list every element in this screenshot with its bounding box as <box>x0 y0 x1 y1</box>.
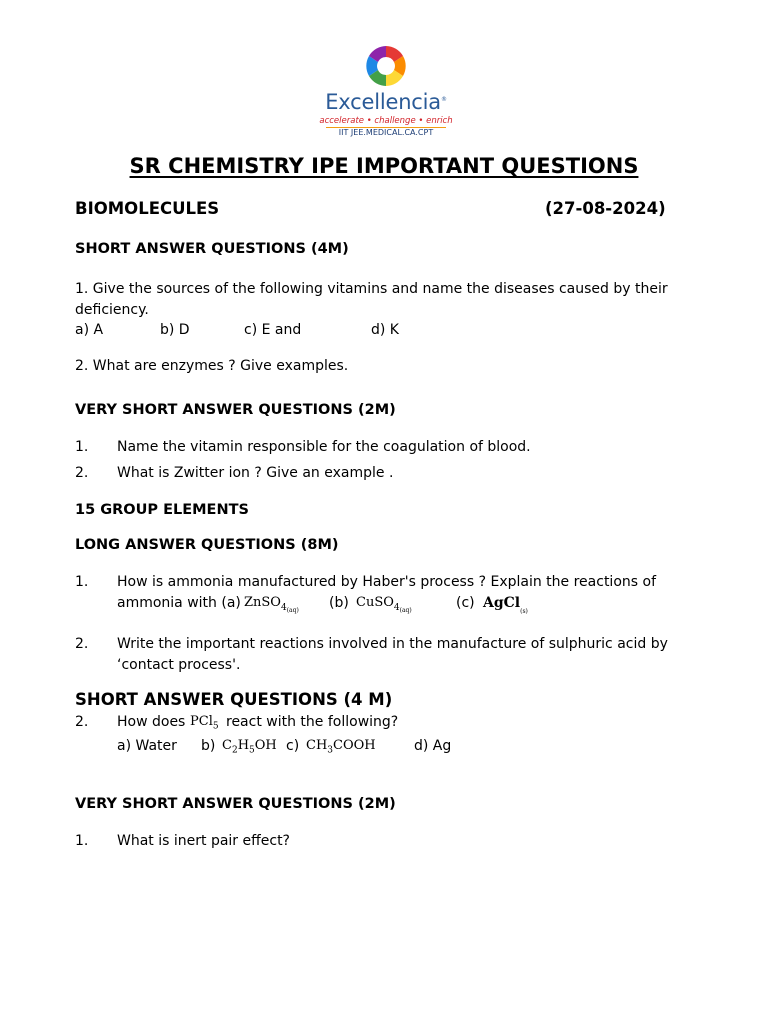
saq-2-option-b: b) <box>201 738 216 754</box>
vsaq-heading-biomolecules: VERY SHORT ANSWER QUESTIONS (2M) <box>75 402 396 418</box>
logo-subline: IIT JEE.MEDICAL.CA.CPT <box>338 128 434 137</box>
laq-2-line-1: Write the important reactions involved in the manufacture of sulphuric acid by <box>117 636 668 652</box>
saq-2-prefix: How does <box>117 714 186 730</box>
section-heading-15-group: 15 GROUP ELEMENTS <box>75 502 249 518</box>
question-1-line-2: deficiency. <box>75 302 149 318</box>
logo-tagline: accelerate • challenge • enrich <box>319 116 453 126</box>
saq-2-suffix: react with the following? <box>226 714 399 730</box>
laq-2-line-2: ‘contact process'. <box>117 657 241 673</box>
vsaq-1-text: Name the vitamin responsible for the coagulation of blood. <box>117 439 531 455</box>
laq-heading: LONG ANSWER QUESTIONS (8M) <box>75 537 339 553</box>
logo-brand-name: Excellencia® <box>325 90 447 114</box>
saq-heading-15-group: SHORT ANSWER QUESTIONS (4 M) <box>75 690 393 709</box>
formula-pcl5: PCl$_5$ <box>190 714 219 732</box>
laq-1-number: 1. <box>75 574 89 590</box>
formula-agcl: AgCl$_{_{(s)}}$ <box>483 595 528 615</box>
question-1-line-1: 1. Give the sources of the following vitamins and name the diseases caused by their <box>75 281 668 297</box>
saq-2-option-d: d) Ag <box>414 738 452 754</box>
laq-2-number: 2. <box>75 636 89 652</box>
question-1-option-c: c) E and <box>244 322 302 338</box>
question-1-option-a: a) A <box>75 322 104 338</box>
question-1-option-b: b) D <box>160 322 190 338</box>
formula-ethanol: $C_2H_5OH$ <box>222 738 277 756</box>
section-heading-biomolecules: BIOMOLECULES <box>75 199 220 218</box>
laq-1-line-1: How is ammonia manufactured by Haber's process ? Explain the reactions of <box>117 574 656 590</box>
laq-1-option-c: (c) <box>456 595 475 611</box>
laq-1-option-b: (b) <box>329 595 349 611</box>
question-2: 2. What are enzymes ? Give examples. <box>75 358 349 374</box>
laq-1-prefix: ammonia with (a) <box>117 595 241 611</box>
document-date: (27-08-2024) <box>545 199 666 218</box>
formula-acetic-acid: $CH_3COOH$ <box>306 738 376 756</box>
vsaq-heading-15-group: VERY SHORT ANSWER QUESTIONS (2M) <box>75 796 396 812</box>
document-title: SR CHEMISTRY IPE IMPORTANT QUESTIONS <box>129 154 639 178</box>
saq-2-number: 2. <box>75 714 89 730</box>
excellencia-logo <box>316 42 456 138</box>
vsaq-2-text: What is Zwitter ion ? Give an example . <box>117 465 394 481</box>
saq-2-option-a: a) Water <box>117 738 177 754</box>
vsaq-1-number: 1. <box>75 439 89 455</box>
saq-2-option-c: c) <box>286 738 300 754</box>
vsaq-2-number: 2. <box>75 465 89 481</box>
vsaq-15g-1-text: What is inert pair effect? <box>117 833 290 849</box>
saq-heading-biomolecules: SHORT ANSWER QUESTIONS (4M) <box>75 241 349 257</box>
vsaq-15g-1-number: 1. <box>75 833 89 849</box>
question-1-option-d: d) K <box>371 322 399 338</box>
formula-znso4: ZnSO$_{4_{(aq)}}$ <box>244 595 299 614</box>
swirl-logo-icon <box>316 42 456 90</box>
formula-cuso4: CuSO$_{4_{(aq)}}$ <box>356 595 412 614</box>
